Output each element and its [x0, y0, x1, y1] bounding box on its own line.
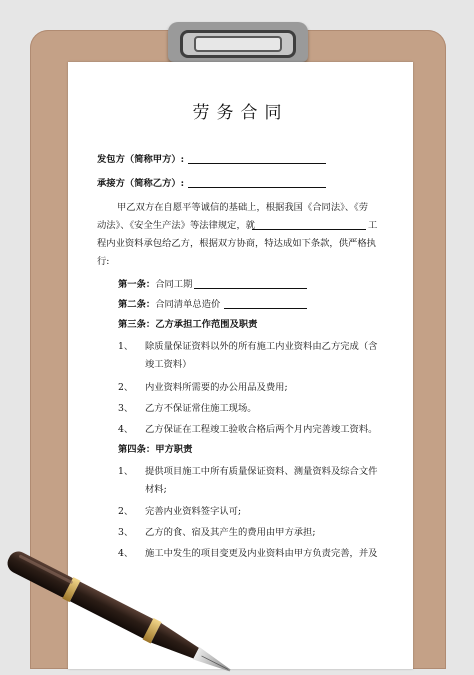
article-1-text: 合同工期 [155, 279, 193, 290]
article-2-blank [224, 308, 307, 309]
clip-ring-inner [194, 36, 282, 52]
fountain-pen-icon [0, 535, 280, 675]
article-3-item-1-cont: 竣工资料） [145, 359, 192, 370]
intro-line-4: 行: [97, 256, 110, 267]
article-4-item-1-text: 提供项目施工中所有质量保证资料、测量资料及综合文件 [145, 466, 378, 477]
article-2-label: 第二条： [118, 299, 156, 310]
pen-nib [193, 647, 233, 675]
article-3-item-4-num: 4、 [118, 424, 134, 435]
article-1 [118, 276, 192, 290]
party-a-label: 发包方（简称甲方）: [97, 154, 185, 165]
article-2-text: 合同清单总造价 [155, 299, 221, 310]
party-a-blank [188, 163, 326, 164]
project-name-blank [252, 229, 366, 230]
article-3-item-1-text: 除质量保证资料以外的所有施工内业资料由乙方完成（含 [145, 341, 378, 352]
article-3-item-4-text: 乙方保证在工程竣工验收合格后两个月内完善竣工资料。 [145, 424, 378, 435]
party-b-label: 承接方（简称乙方）: [97, 178, 185, 189]
intro-line-3: 程内业资料承包给乙方，根据双方协商，特达成如下条款，供严格执 [97, 238, 376, 249]
article-4-item-4-text: 施工中发生的项目变更及内业资料由甲方负责完善，并及 [145, 548, 378, 559]
article-2 [118, 296, 220, 310]
article-3-heading: 第三条：乙方承担工作范围及职责 [118, 319, 258, 330]
article-3-item-2-text: 内业资料所需要的办公用品及费用; [145, 382, 288, 393]
article-4-item-3-num: 3、 [118, 527, 134, 538]
article-4-item-4-num: 4、 [118, 548, 134, 559]
article-3-item-3-text: 乙方不保证常住施工现场。 [145, 403, 257, 414]
pen-grip [151, 623, 201, 663]
party-b-blank [188, 187, 326, 188]
intro-line-2b: 工 [368, 220, 378, 231]
article-4-heading: 第四条：甲方职责 [118, 444, 193, 455]
article-4-item-2-text: 完善内业资料签字认可; [145, 506, 242, 517]
article-3-item-1-num: 1、 [118, 341, 134, 352]
document-title: 劳务合同 [192, 103, 289, 123]
intro-line-1: 甲乙双方在自愿平等诚信的基础上，根据我国《合同法》、《劳 [117, 202, 369, 213]
article-4-item-2-num: 2、 [118, 506, 134, 517]
article-1-blank [194, 288, 307, 289]
article-1-label: 第一条： [118, 279, 156, 290]
article-3-item-2-num: 2、 [118, 382, 134, 393]
intro-line-2a: 动法》、《安全生产法》等法律规定，就 [97, 220, 256, 231]
article-4-item-3-text: 乙方的食、宿及其产生的费用由甲方承担; [145, 527, 316, 538]
article-4-item-1-num: 1、 [118, 466, 134, 477]
article-4-item-1-cont: 材料; [145, 484, 167, 495]
article-3-item-3-num: 3、 [118, 403, 134, 414]
